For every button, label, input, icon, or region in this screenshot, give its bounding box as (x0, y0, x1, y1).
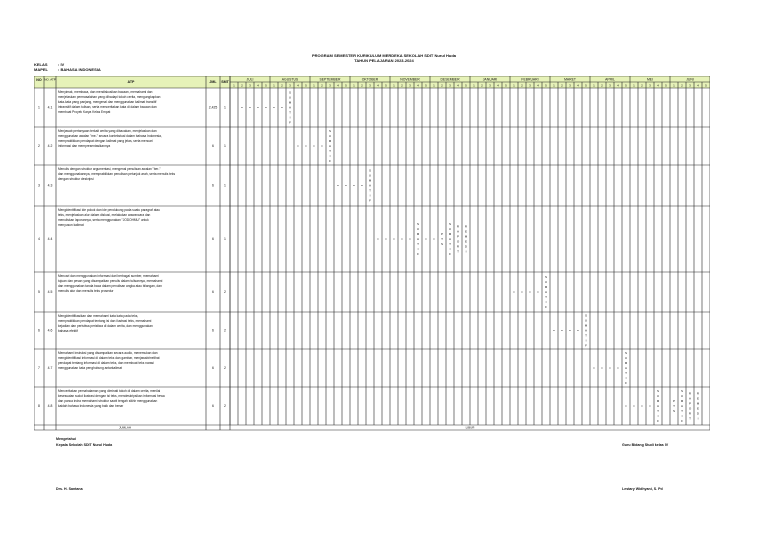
week-number: 2 (641, 83, 643, 88)
vertical-label-letter: U (584, 318, 588, 323)
vertical-label-letter: I (369, 193, 371, 198)
row-atp-line: membuat Proyek Karya Kelas Empat (58, 110, 111, 114)
vertical-label-letter: S (656, 389, 660, 394)
row-smt: 1 (224, 144, 226, 149)
week-number: 3 (649, 83, 651, 88)
row-atp-line: kata-kata yang panjang, mengenal dan menggunakan kalimat transitif (58, 100, 157, 104)
row-jml: 2,425 (208, 105, 218, 110)
row-jml: 6 (212, 290, 214, 295)
vertical-label-letter: F (417, 252, 419, 257)
week-number: 4 (697, 83, 699, 88)
row-no: 7 (38, 366, 40, 371)
row-atp-line: tujuan dan pesan yang disampaikan penulis dalam tulisannya, memahami (58, 279, 163, 283)
row-no: 4 (38, 237, 40, 242)
vertical-label-letter: I (657, 414, 659, 419)
vertical-label-letter: A (448, 237, 452, 242)
vertical-label-letter: E (696, 406, 700, 411)
week-number: 4 (537, 83, 539, 88)
vertical-label-letter: P (456, 234, 460, 239)
vertical-label-letter: T (625, 371, 627, 376)
vertical-label-letter: F (329, 159, 331, 164)
vertical-label-letter: F (625, 381, 627, 386)
header-no: NO (36, 78, 42, 82)
row-smt: 2 (224, 366, 226, 371)
vertical-label-letter: T (673, 404, 675, 409)
month-header: SEPTEMBER (319, 77, 341, 82)
week-number: 3 (689, 83, 691, 88)
header-atp: ATP (127, 80, 135, 84)
vertical-label-letter: R (696, 391, 700, 396)
mapel-value: : BAHASA INDONESIA (58, 67, 101, 72)
vertical-label-letter: M (416, 232, 420, 237)
row-atp-line: intransitif dalam tulisan, serta menceritakan kata di dalam bacaan dan (58, 105, 157, 109)
week-number: 3 (449, 83, 451, 88)
row-no: 3 (38, 183, 40, 188)
week-number: 2 (361, 83, 363, 88)
vertical-label-letter: S (584, 313, 588, 318)
vertical-label-letter: P (440, 232, 444, 237)
week-number: 1 (473, 83, 475, 88)
kepala-sekolah-role: Kepala Sekolah SDIT Nurul Huda (56, 443, 113, 447)
row-atp-line: mengidentifikasi informasi di dalam teks dan gambar, menjawab/melihat (58, 356, 160, 360)
vertical-label-letter: M (448, 232, 452, 237)
vertical-label-letter: E (696, 396, 700, 401)
week-number: 1 (233, 83, 235, 88)
week-number: 4 (617, 83, 619, 88)
week-mark: • (553, 328, 555, 333)
week-number: 3 (569, 83, 571, 88)
vertical-label-letter: I (417, 247, 419, 252)
row-atp-line: dan menggunakan tanda baca dalam penulisan angka atau bilangan, dan (58, 284, 162, 288)
vertical-label-letter: E (464, 229, 468, 234)
row-atp-line: mempraktikkan pendapat dengan kalimat yang jelas, serta mencari (58, 139, 153, 143)
row-atp-line: Menjawab pertanyaan terkait cerita yang dibacakan, menjelaskan dan (58, 129, 157, 133)
row-no: 6 (38, 328, 40, 333)
week-number: 4 (497, 83, 499, 88)
row-atp-line: Mencari dan menggunakan informasi dari berbagai sumber, memahami (58, 274, 159, 278)
week-mark: • (521, 290, 523, 295)
row-jml: 6 (212, 144, 214, 149)
week-mark: • (641, 404, 643, 409)
row-no: 2 (38, 144, 40, 149)
vertical-label-letter: U (368, 173, 372, 178)
vertical-label-letter: R (688, 391, 692, 396)
week-number: 2 (241, 83, 243, 88)
week-number: 1 (513, 83, 515, 88)
kelas-value: : IV (58, 62, 65, 67)
month-header: MEI (646, 77, 654, 82)
vertical-label-letter: D (464, 244, 468, 249)
vertical-label-letter: F (369, 198, 371, 203)
row-smt: 2 (224, 404, 226, 409)
vertical-label-letter: F (585, 343, 587, 348)
week-number: 5 (265, 83, 267, 88)
row-atp-line: menuliskan laporannya, serta menggunakan "JODOHMU" untuk (58, 218, 149, 222)
vertical-label-letter: T (289, 110, 291, 115)
row-atp-code: 4.8 (47, 404, 53, 409)
row-atp-line: Memahami instruksi yang disampaikan secara audio, menemukan dan (58, 351, 158, 355)
row-smt: 1 (224, 105, 226, 110)
row-jml: 6 (212, 328, 214, 333)
row-atp-line: kejadian dan peristiwa peristiwa di dalam cerita, dan menggunakan (58, 324, 153, 328)
week-number: 4 (257, 83, 259, 88)
row-atp-line: dan menggunakannya, mempraktikkan penulisan petunjuk arah, serta menulis teks (58, 172, 176, 176)
vertical-label-letter: M (624, 361, 628, 366)
vertical-label-letter: T (657, 409, 659, 414)
vertical-label-letter: T (681, 409, 683, 414)
week-number: 1 (433, 83, 435, 88)
week-mark: • (257, 105, 259, 110)
vertical-label-letter: I (289, 115, 291, 120)
week-number: 1 (673, 83, 675, 88)
program-semester-table (34, 76, 710, 432)
week-mark: • (537, 290, 539, 295)
row-atp-line: dengan struktur deskripsi (58, 177, 94, 181)
vertical-label-letter: I (681, 414, 683, 419)
week-mark: • (249, 105, 251, 110)
mengetahui-label: Mengetahui (56, 437, 76, 441)
vertical-label-letter: S (368, 168, 372, 173)
week-number: 5 (305, 83, 307, 88)
week-mark: • (273, 105, 275, 110)
week-mark: • (601, 366, 603, 371)
vertical-label-letter: T (441, 237, 443, 242)
week-mark: • (385, 237, 387, 242)
row-atp-line: menjelaskan permasalahan yang dihadapi tokoh cerita, mengungkapkan (58, 95, 161, 99)
week-mark: • (433, 237, 435, 242)
month-header: OKTOBER (361, 77, 379, 82)
week-number: 5 (665, 83, 667, 88)
vertical-label-letter: A (544, 290, 548, 295)
mapel-label: MAPEL (34, 67, 48, 72)
vertical-label-letter: F (449, 252, 451, 257)
vertical-label-letter: T (545, 295, 547, 300)
week-number: 5 (705, 83, 707, 88)
month-header: DESEMBER (440, 77, 460, 82)
vertical-label-letter: M (544, 285, 548, 290)
vertical-label-letter: S (448, 222, 452, 227)
week-number: 1 (353, 83, 355, 88)
week-number: 4 (297, 83, 299, 88)
vertical-label-letter: M (368, 178, 372, 183)
vertical-label-letter: P (688, 401, 692, 406)
week-number: 5 (625, 83, 627, 88)
week-number: 1 (593, 83, 595, 88)
row-jml: 6 (212, 366, 214, 371)
week-number: 4 (457, 83, 459, 88)
week-mark: • (513, 290, 515, 295)
month-header: JULI (246, 77, 254, 82)
week-number: 2 (401, 83, 403, 88)
week-number: 5 (385, 83, 387, 88)
row-atp-line: teks, menjelaskan alur dalam diskusi, melakukan wawancara dan (58, 213, 151, 217)
vertical-label-letter: U (656, 394, 660, 399)
row-no: 5 (38, 290, 40, 295)
row-no: 1 (38, 105, 40, 110)
week-mark: • (577, 328, 579, 333)
jumlah-label: JUMLAH (118, 425, 132, 430)
vertical-label-letter: M (328, 139, 332, 144)
vertical-label-letter: E (464, 239, 468, 244)
week-number: 3 (489, 83, 491, 88)
week-number: 4 (377, 83, 379, 88)
vertical-label-letter: I (545, 300, 547, 305)
header-smt: SMT (221, 80, 229, 84)
week-mark: • (377, 237, 379, 242)
week-mark: • (265, 105, 267, 110)
row-atp-line: menyusun kalimat (58, 223, 84, 227)
kepala-sekolah-name: Drs. H. Santana (56, 487, 83, 491)
week-number: 2 (601, 83, 603, 88)
week-number: 5 (425, 83, 427, 88)
vertical-label-letter: R (688, 411, 692, 416)
vertical-label-letter: M (584, 323, 588, 328)
vertical-label-letter: F (657, 419, 659, 424)
month-header: APRIL (605, 77, 615, 82)
vertical-label-letter: A (656, 404, 660, 409)
week-mark: • (425, 237, 427, 242)
month-header: JANUARI (482, 77, 498, 82)
row-smt: 1 (224, 183, 226, 188)
row-atp-line: Menyimak, membaca, dan mendiskusikan bacaan, memahami dan (58, 90, 153, 94)
row-jml: 6 (212, 183, 214, 188)
vertical-label-letter: I (625, 376, 627, 381)
vertical-label-letter: M (696, 401, 700, 406)
week-mark: • (561, 328, 563, 333)
month-header: NOVEMBER (400, 77, 420, 82)
row-atp-line: Menceritakan pernahalaman yang diminati tokoh di dalam cerita, menilai (58, 389, 161, 393)
week-mark: • (345, 183, 347, 188)
week-mark: • (337, 183, 339, 188)
week-number: 4 (577, 83, 579, 88)
week-number: 2 (321, 83, 323, 88)
vertical-label-letter: R (464, 224, 468, 229)
row-atp-line: bahasa efektif (58, 329, 78, 333)
vertical-label-letter: I (465, 249, 467, 254)
row-atp-line: Mengidentifikasi ide pokok dan ide pendukung pada suatu paragraf atau (58, 208, 160, 212)
week-number: 1 (273, 83, 275, 88)
vertical-label-letter: F (545, 305, 547, 310)
row-atp-code: 4.2 (47, 144, 53, 149)
vertical-label-letter: A (288, 105, 292, 110)
week-mark: • (649, 404, 651, 409)
week-mark: • (609, 366, 611, 371)
row-atp-code: 4.6 (47, 328, 53, 333)
month-header: FEBRUARI (521, 77, 539, 82)
vertical-label-letter: U (328, 134, 332, 139)
vertical-label-letter: T (585, 333, 587, 338)
mapel-line (34, 67, 101, 72)
row-jml: 6 (212, 404, 214, 409)
week-number: 2 (281, 83, 283, 88)
kelas-label: KELAS (34, 62, 48, 67)
vertical-label-letter: S (544, 275, 548, 280)
vertical-label-letter: T (689, 416, 691, 421)
vertical-label-letter: S (440, 242, 444, 247)
week-number: 1 (633, 83, 635, 88)
vertical-label-letter: U (416, 227, 420, 232)
month-header: MARET (564, 77, 576, 82)
vertical-label-letter: A (328, 144, 332, 149)
week-mark: • (529, 290, 531, 295)
row-atp-line: Mengidentifikasikan dan memahami kata kata pada teks, (58, 314, 139, 318)
week-number: 2 (521, 83, 523, 88)
vertical-label-letter: U (624, 356, 628, 361)
vertical-label-letter: I (585, 338, 587, 343)
vertical-label-letter: T (457, 249, 459, 254)
vertical-label-letter: O (456, 239, 460, 244)
vertical-label-letter: D (696, 411, 700, 416)
vertical-label-letter: M (288, 100, 292, 105)
vertical-label-letter: S (624, 351, 628, 356)
week-number: 2 (681, 83, 683, 88)
week-mark: • (321, 144, 323, 149)
row-atp-line: dan panca indra memahami struktur sawit tengah sikhir menggunakan (58, 399, 158, 403)
week-mark: • (625, 404, 627, 409)
vertical-label-letter: U (448, 227, 452, 232)
vertical-label-letter: T (417, 242, 419, 247)
vertical-label-letter: U (680, 394, 684, 399)
vertical-label-letter: S (328, 129, 332, 134)
week-number: 5 (585, 83, 587, 88)
week-mark: • (617, 366, 619, 371)
vertical-label-letter: R (456, 224, 460, 229)
header-jml: JML (209, 80, 217, 84)
vertical-label-letter: A (680, 404, 684, 409)
week-number: 4 (657, 83, 659, 88)
guru-role: Guru Bidang Studi kelas IV (622, 443, 669, 447)
vertical-label-letter: M (656, 399, 660, 404)
week-mark: • (569, 328, 571, 333)
row-no: 8 (38, 404, 40, 409)
row-atp-code: 4.3 (47, 183, 53, 188)
week-mark: • (353, 183, 355, 188)
week-mark: • (593, 366, 595, 371)
row-atp-line: pendapat tentang informasi di dalam teks, dan membuat teks narasi (58, 361, 154, 365)
vertical-label-letter: F (681, 419, 683, 424)
vertical-label-letter: M (464, 234, 468, 239)
month-header: JUNI (686, 77, 694, 82)
vertical-label-letter: T (449, 242, 451, 247)
week-number: 4 (337, 83, 339, 88)
vertical-label-letter: S (416, 222, 420, 227)
guru-name: Lestary Widhyani, S. Pd (622, 487, 663, 491)
week-mark: • (305, 144, 307, 149)
week-number: 5 (345, 83, 347, 88)
week-number: 3 (249, 83, 251, 88)
week-mark: • (393, 237, 395, 242)
document-title: PROGRAM SEMESTER KURIKULUM MERDEKA SEKOLAH SDIT Nurul Huda (311, 53, 457, 58)
vertical-label-letter: T (369, 188, 371, 193)
row-smt: 2 (224, 328, 226, 333)
week-number: 3 (369, 83, 371, 88)
week-mark: • (241, 105, 243, 110)
week-number: 5 (505, 83, 507, 88)
week-number: 3 (289, 83, 291, 88)
vertical-label-letter: O (688, 406, 692, 411)
row-atp-line: informasi dan mempresentasikannya (58, 144, 111, 148)
vertical-label-letter: F (289, 120, 291, 125)
vertical-label-letter: A (624, 366, 628, 371)
week-mark: • (297, 144, 299, 149)
row-atp-line: Menulis dengan struktur argumentasi, mengenal penulisan awalan "ber-" (58, 167, 161, 171)
row-atp-line: kesesuaian sudut ilustrasi dengan isi teks, mendeskripsikan informasi hewa (58, 394, 165, 398)
week-number: 3 (409, 83, 411, 88)
week-number: 1 (393, 83, 395, 88)
row-jml: 6 (212, 237, 214, 242)
week-number: 1 (313, 83, 315, 88)
vertical-label-letter: U (544, 280, 548, 285)
vertical-label-letter: R (456, 244, 460, 249)
vertical-label-letter: I (449, 247, 451, 252)
week-mark: • (313, 144, 315, 149)
week-number: 1 (553, 83, 555, 88)
vertical-label-letter: S (680, 389, 684, 394)
week-number: 2 (441, 83, 443, 88)
row-atp-line: kaidah bahasa Indonesia yang baik dan benar (58, 404, 124, 408)
row-atp-code: 4.4 (47, 237, 53, 242)
week-mark: • (409, 237, 411, 242)
row-atp-code: 4.7 (47, 366, 53, 371)
week-mark: • (633, 404, 635, 409)
vertical-label-letter: S (288, 90, 292, 95)
week-mark: • (361, 183, 363, 188)
vertical-label-letter: S (672, 409, 676, 414)
vertical-label-letter: M (680, 399, 684, 404)
row-atp-line: menggunakan kata penghubung antarkalimat (58, 366, 122, 370)
vertical-label-letter: A (688, 396, 692, 401)
row-atp-line: menggunakan awalan "me-" secara kontekstual dalam bahasa Indonesia, (58, 134, 162, 138)
week-mark: • (401, 237, 403, 242)
vertical-label-letter: I (697, 416, 699, 421)
row-atp-code: 4.5 (47, 290, 53, 295)
row-atp-line: mempraktikkan pendapat tentang isi dan ilustrasi teks, memahami (58, 319, 152, 323)
vertical-label-letter: A (368, 183, 372, 188)
header-no-atp: NO. ATP (44, 77, 56, 82)
week-number: 4 (417, 83, 419, 88)
week-mark: • (281, 105, 283, 110)
week-number: 3 (609, 83, 611, 88)
document-subtitle: TAHUN PELAJARAN 2023-2024 (354, 58, 414, 63)
week-number: 5 (465, 83, 467, 88)
libur-label: LIBUR (465, 425, 475, 430)
vertical-label-letter: A (416, 237, 420, 242)
vertical-label-letter: A (584, 328, 588, 333)
row-smt: 1 (224, 237, 226, 242)
row-atp-code: 4.1 (47, 105, 53, 110)
week-number: 2 (481, 83, 483, 88)
vertical-label-letter: U (288, 95, 292, 100)
row-smt: 2 (224, 290, 226, 295)
vertical-label-letter: A (456, 229, 460, 234)
vertical-label-letter: T (329, 149, 331, 154)
vertical-label-letter: P (672, 399, 676, 404)
week-number: 3 (529, 83, 531, 88)
row-atp-line: menulis alur dan menulis teks prosedur (58, 289, 114, 293)
week-number: 2 (561, 83, 563, 88)
month-header: AGUSTUS (281, 77, 299, 82)
week-number: 3 (329, 83, 331, 88)
week-number: 5 (545, 83, 547, 88)
vertical-label-letter: I (329, 154, 331, 159)
